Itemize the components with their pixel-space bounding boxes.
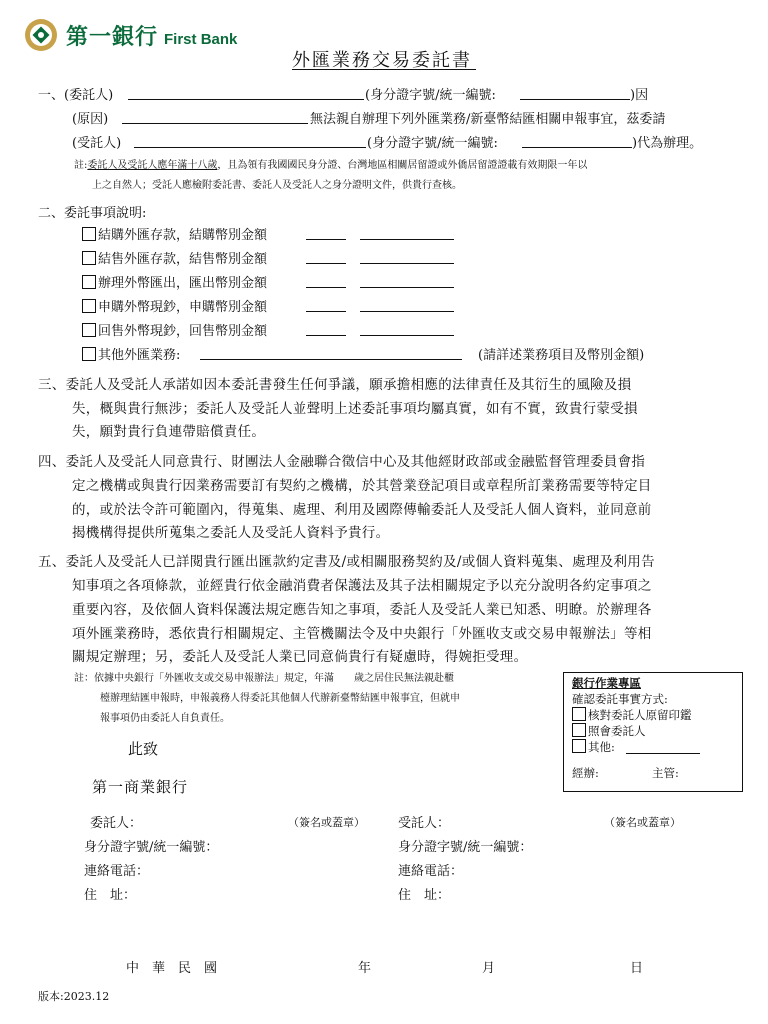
date-day-label: 日 [630,961,644,976]
sig-principal-hint: （簽名或蓋章） [288,816,365,829]
s2-item-1-currency[interactable] [306,239,346,240]
s2-item-2: 結售外匯存款，結售幣別金額 [82,248,267,267]
sig-principal-address-label: 住 址： [84,888,137,903]
principal-name-field[interactable] [128,99,364,100]
form-title: 外匯業務交易委託書 [292,50,472,71]
s5-line2: 知事項之各項條款，並經貴行依金融消費者保護法及其子法相關規定予以充分說明各約定事項之 [72,578,652,594]
s2-item-5-currency[interactable] [306,335,346,336]
s2-item-1-amount[interactable] [360,239,454,240]
agent-id-field[interactable] [522,147,632,148]
date-year-label: 年 [358,961,372,976]
sig-principal-label: 委託人： [90,816,143,831]
sig-agent-label: 受託人： [398,816,451,831]
principal-id-field[interactable] [520,99,630,100]
sig-agent-id-label: 身分證字號/統一編號： [398,840,533,855]
s2-item-3-currency[interactable] [306,287,346,288]
bank-box-option-3: 其他: [572,739,615,755]
bank-box-handler: 經辦: [572,766,599,780]
note2-line2: 檯辦理結匯申報時，申報義務人得委託其他個人代辦新臺幣結匯申報事宜，但就申 [100,693,460,704]
s3-line3: 失，願對貴行負連帶賠償責任。 [72,424,266,440]
s2-item-3: 辦理外幣匯出，匯出幣別金額 [82,272,267,291]
bank-box-title: 銀行作業專區 [572,676,641,690]
s2-other-hint: (請詳述業務項目及幣別金額) [478,348,645,363]
bank-box-option-3-checkbox[interactable] [572,739,586,753]
bank-box-other-field[interactable] [626,753,700,754]
s2-item-5: 回售外幣現鈔，回售幣別金額 [82,320,267,339]
s4-line2: 定之機構或與貴行因業務需要訂有契約之機構，於其營業登記項目或章程所訂業務需要等特定目 [72,478,652,494]
note2-line3: 報事項仍由委託人自負責任。 [100,713,230,724]
bank-box-option-2-checkbox[interactable] [572,723,586,737]
logo-english-name: First Bank [164,30,238,48]
s1-reason-text: 無法親自辦理下列外匯業務/新臺幣結匯相關申報事宜，茲委請 [310,112,666,127]
sig-principal-id-label: 身分證字號/統一編號： [84,840,219,855]
note2-line1: 註：依據中央銀行「外匯收支或交易申報辦法」規定，年滿 歲之居住民無法親赴櫃 [74,673,454,684]
s2-item-5-amount[interactable] [360,335,454,336]
bank-logo [24,18,237,52]
s2-item-4-currency[interactable] [306,311,346,312]
bank-box-option-1: 核對委託人原留印鑑 [572,707,692,723]
closing-to: 此致 [128,740,159,758]
sig-agent-address-label: 住 址： [398,888,451,903]
s5-line3: 重要內容，及依個人資料保護法規定應告知之事項，委託人及受託人業已知悉、明瞭。於辦理各 [72,602,652,618]
bank-box-option-2: 照會委託人 [572,723,646,739]
s1-id-label: (身分證字號/統一編號: [365,88,496,103]
s2-item-5-checkbox[interactable] [82,323,96,337]
s4-line1: 四、委託人及受託人同意貴行、財團法人金融聯合徵信中心及其他經財政部或金融監督管理委員會指 [38,454,646,470]
logo-chinese-name: 第一銀行 [66,24,159,50]
s5-line1: 五、委託人及受託人已詳閱貴行匯出匯款約定書及/或相關服務契約及/或個人資料蒐集、處理及利用告 [38,554,655,570]
s5-line4: 項外匯業務時，悉依貴行相關規定、主管機關法令及中央銀行「外匯收支或交易申報辦法」等相 [72,626,652,642]
s2-item-4: 申購外幣現鈔，申購幣別金額 [82,296,267,315]
s1-agent-label: (受託人) [72,136,122,151]
agent-name-field[interactable] [134,147,366,148]
bank-box-option-1-checkbox[interactable] [572,707,586,721]
s2-item-3-checkbox[interactable] [82,275,96,289]
s1-agent-id-label: (身分證字號/統一編號: [367,136,498,151]
sig-principal-phone-label: 連絡電話： [84,864,150,879]
s2-item-4-amount[interactable] [360,311,454,312]
s2-item-1-checkbox[interactable] [82,227,96,241]
date-month-label: 月 [482,961,496,976]
date-roc-label: 中 華 民 國 [126,961,218,976]
bank-box-supervisor: 主管: [652,766,679,780]
s4-line3: 的，或於法令許可範圍內，得蒐集、處理、利用及國際傳輸委託人及受託人個人資料，並同意前 [72,502,652,518]
s4-line4: 揭機構得提供所蒐集之委託人及受託人資料予貴行。 [72,525,390,541]
s1-note-line1: 註:委託人及受託人應年滿十八歲，且為領有我國國民身分證、台灣地區相關居留證或外僑居留證證載有效期限一年以 [74,160,588,171]
s1-note-line2: 上之自然人；受託人應檢附委託書、委託人及受託人之身分證明文件，供貴行查核。 [92,180,462,191]
s1-because: )因 [630,88,649,103]
version-label: 版本:2023.12 [38,990,110,1003]
sig-agent-hint: （簽名或蓋章） [604,816,681,829]
s1-principal-label: 一、(委託人) [38,88,114,103]
reason-field[interactable] [122,123,308,124]
closing-bank: 第一商業銀行 [92,778,189,796]
title-underline [292,69,476,70]
s5-line5: 關規定辦理；另，委託人及受託人業已同意倘貴行有疑慮時，得婉拒受理。 [72,649,528,665]
s1-proxy-text: )代為辦理。 [632,136,703,151]
s2-item-2-checkbox[interactable] [82,251,96,265]
s2-item-2-amount[interactable] [360,263,454,264]
s2-item-1: 結購外匯存款，結購幣別金額 [82,224,267,243]
s2-other-checkbox[interactable] [82,347,96,361]
s3-line2: 失，概與貴行無涉；委託人及受託人並聲明上述委託事項均屬真實，如有不實，致貴行蒙受損 [72,401,638,417]
bank-box-subtitle: 確認委託事實方式: [572,692,668,706]
sig-agent-phone-label: 連絡電話： [398,864,464,879]
s2-item-4-checkbox[interactable] [82,299,96,313]
s2-heading: 二、委託事項說明: [38,206,147,221]
bank-operations-box [563,672,743,792]
s2-item-2-currency[interactable] [306,263,346,264]
s2-item-3-amount[interactable] [360,287,454,288]
s1-reason-label: (原因) [72,112,109,127]
first-bank-emblem-icon [24,18,58,52]
s3-line1: 三、委託人及受託人承諾如因本委託書發生任何爭議，願承擔相應的法律責任及其衍生的風險及損 [38,377,632,393]
s2-other-field[interactable] [200,359,462,360]
s2-other: 其他外匯業務: [82,344,180,363]
